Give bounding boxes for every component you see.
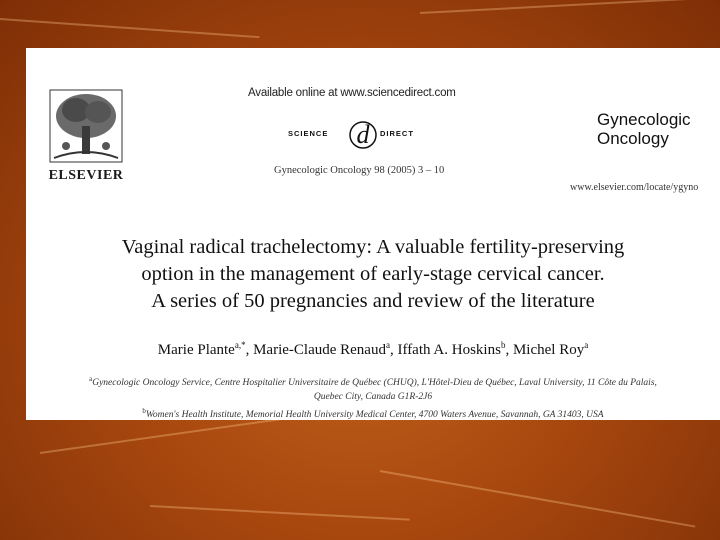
affiliation-a-line1: Gynecologic Oncology Service, Centre Hospitalier Universitaire de Québec (CHUQ), L'Hôtel-Dieu de Québec, Laval University, 11 Côte du Palais, (92, 378, 657, 389)
author-affiliation-mark: a (584, 340, 589, 350)
author-name: Marie Plante (157, 342, 235, 358)
author-name: Iffath A. Hoskins (397, 342, 501, 358)
author-list (56, 340, 690, 359)
article-title-line3: A series of 50 pregnancies and review of the literature (151, 290, 595, 312)
elsevier-logo (46, 86, 126, 186)
background-streak (150, 505, 410, 521)
author-name: Michel Roy (512, 342, 585, 358)
background-streak (420, 0, 720, 14)
background-streak (380, 470, 695, 528)
journal-url: www.elsevier.com/locate/ygyno (570, 182, 699, 193)
affiliation-a-line2: Quebec City, Canada G1R-2J6 (313, 392, 433, 403)
affiliation-b-mark: b (142, 407, 146, 416)
affiliation-a-mark: a (89, 375, 93, 383)
sciencedirect-d-icon (345, 116, 381, 152)
journal-title-line2: Oncology (597, 129, 669, 148)
author-affiliation-mark: a (385, 340, 390, 350)
elsevier-wordmark: ELSEVIER (48, 168, 124, 183)
affiliations (56, 372, 690, 422)
author-name: Marie-Claude Renaud (253, 342, 386, 358)
elsevier-tree-icon (46, 86, 126, 166)
journal-citation: Gynecologic Oncology 98 (2005) 3 – 10 (274, 165, 445, 176)
sciencedirect-logo (288, 116, 438, 152)
sciencedirect-d-letter: d (356, 120, 370, 149)
available-online-text: Available online at www.sciencedirect.com (248, 87, 456, 99)
affiliation-b (56, 404, 690, 422)
author-affiliation-mark: b (500, 340, 506, 350)
journal-title-line1: Gynecologic (597, 110, 691, 129)
article-title-line2: option in the management of early-stage cervical cancer. (141, 263, 605, 285)
sciencedirect-right-text: DIRECT (380, 129, 414, 138)
author-affiliation-mark: a,* (234, 340, 246, 350)
author-separator: , (505, 342, 513, 358)
author-separator: , (245, 342, 254, 358)
article-title (56, 234, 690, 315)
journal-title (597, 110, 717, 148)
background-streak (0, 18, 259, 38)
sciencedirect-left-text: SCIENCE (288, 129, 329, 138)
affiliation-b-line1: Women's Health Institute, Memorial Health University Medical Center, 4700 Waters Avenue, Savannah, GA 31403, USA (145, 410, 604, 421)
article-title-line1: Vaginal radical trachelectomy: A valuable fertility-preserving (121, 236, 625, 258)
author-separator: , (389, 342, 398, 358)
affiliation-a (56, 372, 690, 390)
paper-header-image (26, 48, 720, 420)
